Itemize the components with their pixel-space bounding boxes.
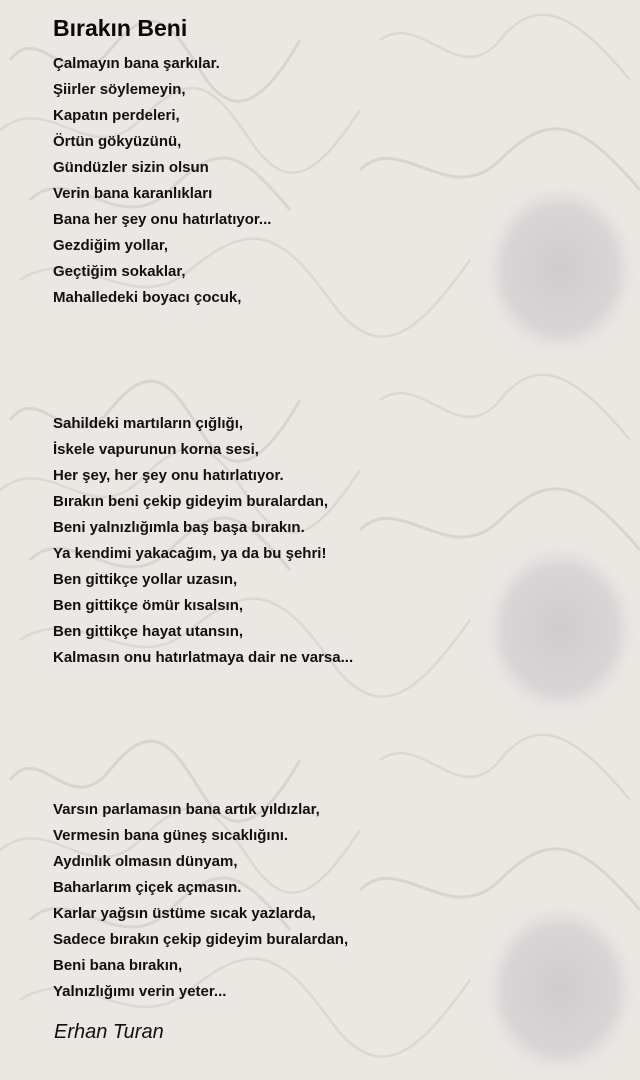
poem-title: Bırakın Beni <box>53 15 188 41</box>
poem-line: Beni yalnızlığımla baş başa bırakın. <box>53 519 305 536</box>
poem-line: Örtün gökyüzünü, <box>53 133 182 150</box>
poem-line: Kalmasın onu hatırlatmaya dair ne varsa... <box>53 649 354 666</box>
poem-line: Varsın parlamasın bana artık yıldızlar, <box>53 801 320 818</box>
poem-line: Şiirler söylemeyin, <box>53 81 186 98</box>
poem-author: Erhan Turan <box>54 1021 164 1043</box>
poem-line: İskele vapurunun korna sesi, <box>53 441 259 458</box>
poem-line: Geçtiğim sokaklar, <box>53 263 186 280</box>
poem-line: Gündüzler sizin olsun <box>53 159 209 176</box>
poem-line: Vermesin bana güneş sıcaklığını. <box>53 827 289 844</box>
poem-line: Beni bana bırakın, <box>53 957 183 974</box>
poem-line: Mahalledeki boyacı çocuk, <box>53 289 242 306</box>
poem-line: Ya kendimi yakacağım, ya da bu şehri! <box>53 545 327 562</box>
poem-line: Verin bana karanlıkları <box>53 185 213 202</box>
poem-line: Çalmayın bana şarkılar. <box>53 55 220 72</box>
poem-line: Kapatın perdeleri, <box>53 107 180 124</box>
poem-line: Sahildeki martıların çığlığı, <box>53 415 244 432</box>
poem-line: Aydınlık olmasın dünyam, <box>53 853 238 870</box>
poem-line: Ben gittikçe ömür kısalsın, <box>53 597 244 614</box>
poem-line: Bırakın beni çekip gideyim buralardan, <box>53 493 329 510</box>
poem-line: Gezdiğim yollar, <box>53 237 169 254</box>
poem-line: Baharlarım çiçek açmasın. <box>53 879 242 896</box>
poem-line: Bana her şey onu hatırlatıyor... <box>53 211 272 228</box>
poem-line: Sadece bırakın çekip gideyim buralardan, <box>53 931 349 948</box>
stanza-3 <box>53 797 348 1005</box>
poem-line: Karlar yağsın üstüme sıcak yazlarda, <box>53 905 316 922</box>
stanza-1 <box>53 51 271 311</box>
poem-line: Ben gittikçe yollar uzasın, <box>53 571 238 588</box>
stanza-2 <box>53 411 353 671</box>
poem-line: Yalnızlığımı verin yeter... <box>53 983 227 1000</box>
poem-line: Ben gittikçe hayat utansın, <box>53 623 244 640</box>
poem-line: Her şey, her şey onu hatırlatıyor. <box>53 467 284 484</box>
